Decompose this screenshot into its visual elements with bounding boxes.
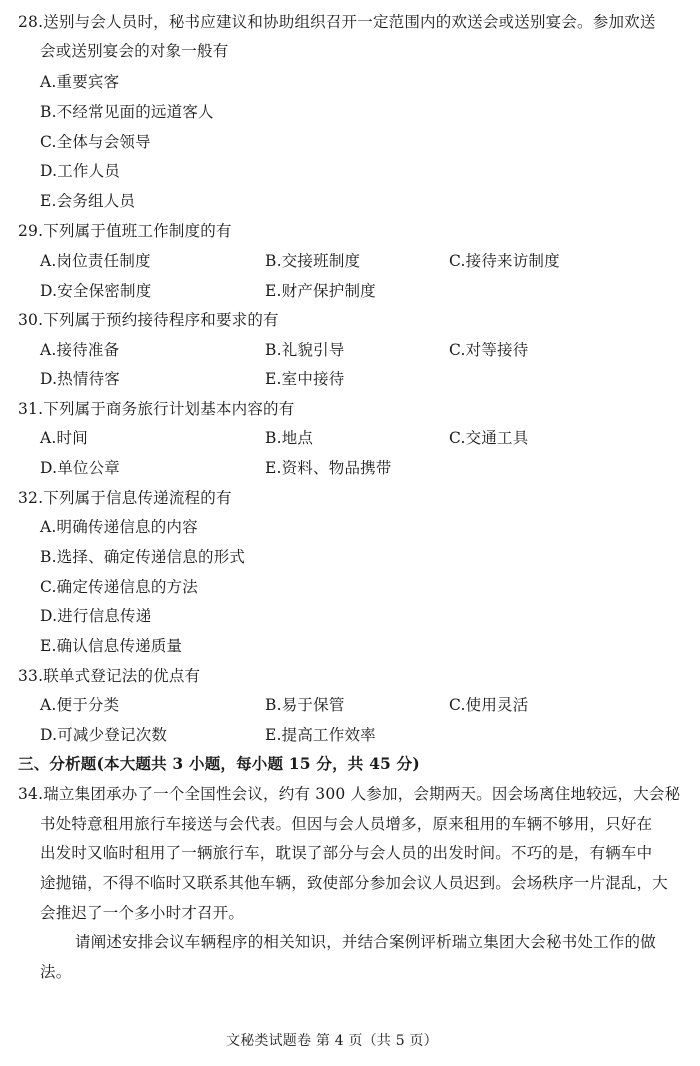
- q30-option-a: A.接待准备: [40, 341, 120, 359]
- q34-line4: 途抛锚，不得不临时又联系其他车辆，致使部分参加会议人员迟到。会场秩序一片混乱，大: [40, 874, 669, 892]
- q28-option-e: E.会务组人员: [40, 192, 136, 210]
- q32-option-c: C.确定传递信息的方法: [40, 578, 198, 596]
- q30-option-d: D.热情待客: [40, 370, 121, 388]
- q33-option-d: D.可减少登记次数: [40, 726, 168, 744]
- q32-option-e: E.确认信息传递质量: [40, 637, 183, 655]
- q28-option-b: B.不经常见面的远道客人: [40, 103, 214, 121]
- q32-option-d: D.进行信息传递: [40, 607, 152, 625]
- section-heading: 三、分析题(本大题共 3 小题，每小题 15 分，共 45 分): [18, 754, 420, 773]
- q33-option-e: E.提高工作效率: [265, 726, 376, 744]
- q28-option-c: C.全体与会领导: [40, 133, 151, 151]
- q28-option-a: A.重要宾客: [40, 73, 120, 91]
- page-footer: 文秘类试题卷 第 4 页（共 5 页）: [226, 1033, 438, 1049]
- q33-stem: 33.联单式登记法的优点有: [18, 667, 201, 685]
- q33-option-c: C.使用灵活: [449, 696, 529, 714]
- q34-prompt-line2: 法。: [40, 963, 72, 981]
- q32-option-a: A.明确传递信息的内容: [40, 518, 198, 536]
- q28-stem-line1: 28.送别与会人员时，秘书应建议和协助组织召开一定范围内的欢送会或送别宴会。参加欢送: [18, 13, 656, 31]
- q30-option-e: E.室中接待: [265, 370, 345, 388]
- q29-option-d: D.安全保密制度: [40, 282, 152, 300]
- q34-line2: 书处特意租用旅行车接送与会代表。但因与会人员增多，原来租用的车辆不够用，只好在: [40, 815, 653, 833]
- q34-line5: 会推迟了一个多小时才召开。: [40, 904, 245, 922]
- q32-option-b: B.选择、确定传递信息的形式: [40, 548, 246, 566]
- q30-stem: 30.下列属于预约接待程序和要求的有: [18, 311, 279, 329]
- q30-option-c: C.对等接待: [449, 341, 529, 359]
- q31-option-b: B.地点: [265, 429, 314, 447]
- q29-option-c: C.接待来访制度: [449, 252, 560, 270]
- q28-stem-line2: 会或送别宴会的对象一般有: [40, 42, 229, 60]
- q29-stem: 29.下列属于值班工作制度的有: [18, 222, 232, 240]
- q34-line3: 出发时又临时租用了一辆旅行车，耽误了部分与会人员的出发时间。不巧的是，有辆车中: [40, 844, 653, 862]
- q31-stem: 31.下列属于商务旅行计划基本内容的有: [18, 400, 295, 418]
- q28-option-d: D.工作人员: [40, 162, 121, 180]
- q31-option-c: C.交通工具: [449, 429, 529, 447]
- q33-option-a: A.便于分类: [40, 696, 120, 714]
- q29-option-b: B.交接班制度: [265, 252, 361, 270]
- q33-option-b: B.易于保管: [265, 696, 345, 714]
- q34-prompt-line1: 请阐述安排会议车辆程序的相关知识，并结合案例评析瑞立集团大会秘书处工作的做: [75, 933, 656, 951]
- q34-line1: 34.瑞立集团承办了一个全国性会议，约有 300 人参加，会期两天。因会场离住地较远，大会秘: [18, 785, 681, 803]
- q32-stem: 32.下列属于信息传递流程的有: [18, 489, 232, 507]
- q31-option-e: E.资料、物品携带: [265, 459, 392, 477]
- q31-option-d: D.单位公章: [40, 459, 121, 477]
- q29-option-e: E.财产保护制度: [265, 282, 376, 300]
- q29-option-a: A.岗位责任制度: [40, 252, 151, 270]
- q31-option-a: A.时间: [40, 429, 88, 447]
- q30-option-b: B.礼貌引导: [265, 341, 345, 359]
